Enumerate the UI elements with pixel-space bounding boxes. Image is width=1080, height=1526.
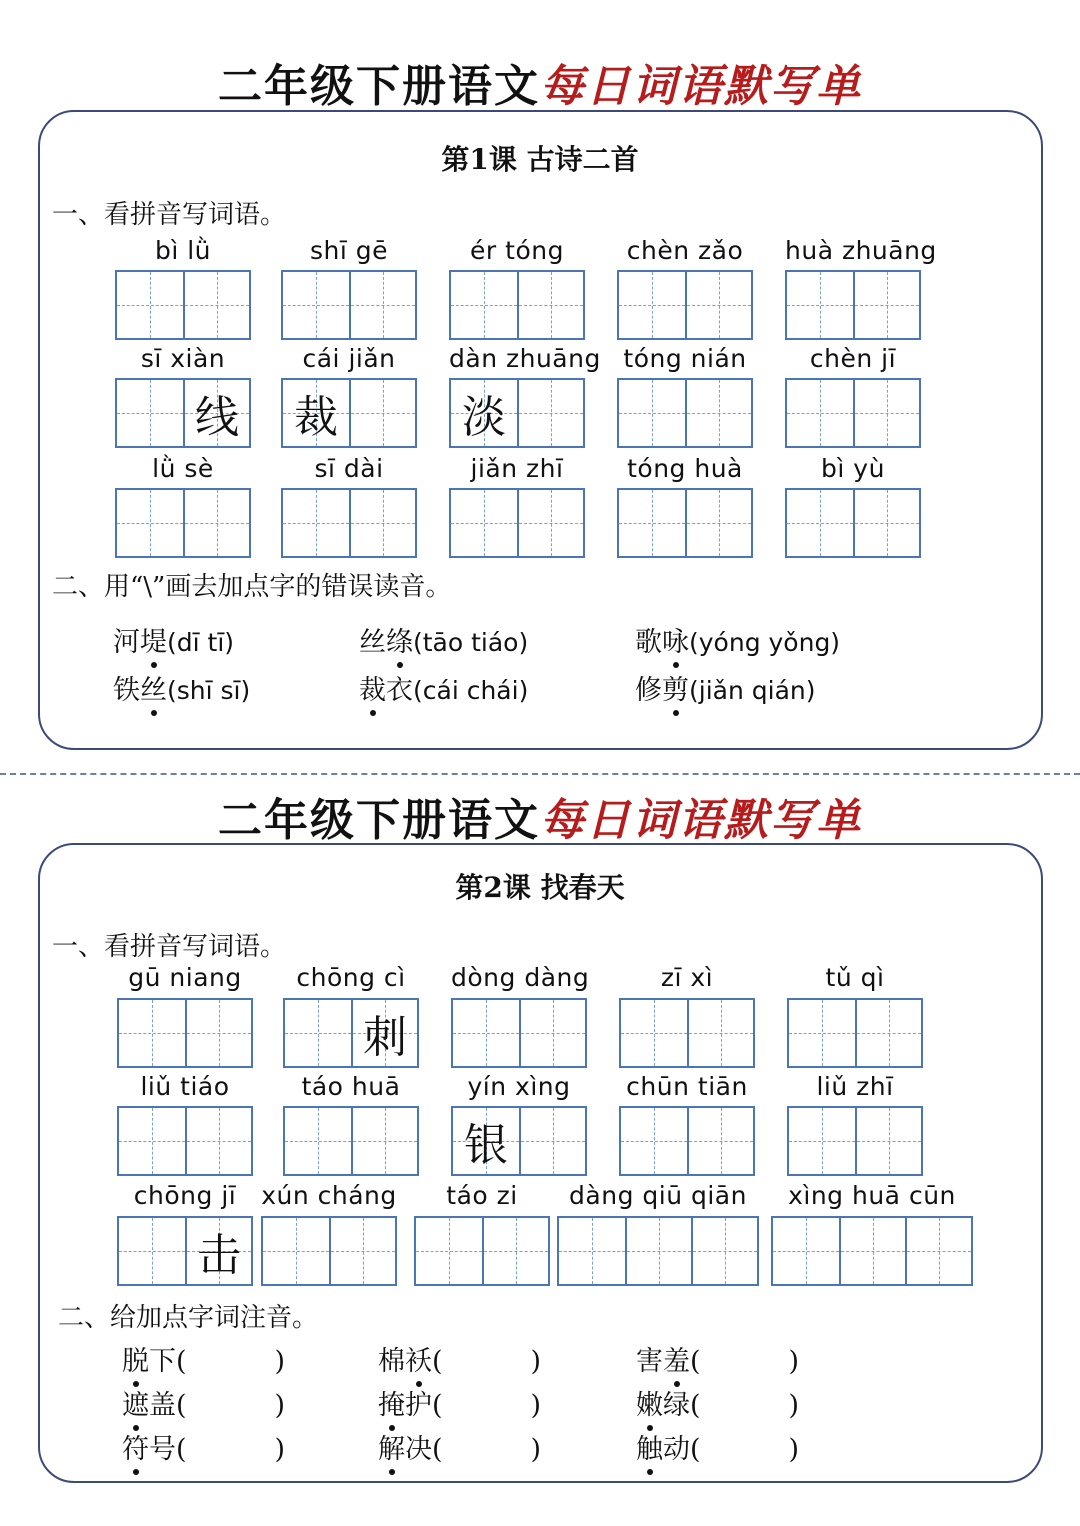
word-character: 符 — [122, 1427, 149, 1466]
filled-character — [519, 272, 583, 338]
word-character: 掩 — [378, 1383, 405, 1422]
grid-cell[interactable] — [283, 490, 349, 556]
pinyin-label: táo huā — [301, 1072, 401, 1101]
pinyin-choices[interactable]: (yóng yǒng) — [689, 628, 841, 657]
filled-character — [451, 272, 517, 338]
sheet2-title-red: 每日词语默写单 — [540, 795, 862, 846]
filled-character — [521, 1108, 585, 1174]
filled-character: 刺 — [363, 1012, 407, 1063]
word-character: 丝 — [359, 627, 386, 658]
filled-character — [619, 272, 685, 338]
reading-item[interactable] — [359, 620, 528, 659]
grid-cell[interactable] — [687, 1000, 753, 1066]
filled-character — [619, 490, 685, 556]
word-character: 丝 — [140, 668, 167, 707]
filled-character — [119, 1000, 185, 1066]
word-character: 下 — [149, 1346, 176, 1377]
filled-character — [353, 1108, 417, 1174]
grid-cell[interactable] — [285, 1000, 351, 1066]
bracket-close: ) — [274, 1390, 286, 1421]
grid-cell[interactable] — [685, 380, 751, 446]
writing-grid — [283, 1106, 419, 1176]
word-character: 号 — [149, 1434, 176, 1465]
pinyin-label: tǔ qì — [825, 963, 885, 992]
grid-cell[interactable] — [416, 1218, 482, 1284]
word-character: 解 — [378, 1427, 405, 1466]
word-character: 袄 — [405, 1339, 432, 1378]
filled-character — [117, 380, 183, 446]
writing-grid — [787, 1106, 923, 1176]
writing-grid — [617, 270, 753, 340]
filled-character — [451, 490, 517, 556]
filled-character — [855, 380, 919, 446]
bracket-close: ) — [530, 1346, 542, 1377]
pinyin-label: liǔ zhī — [816, 1072, 894, 1101]
bracket-close: ) — [788, 1390, 800, 1421]
filled-character — [351, 490, 415, 556]
writing-grid — [281, 270, 417, 340]
grid-cell[interactable] — [451, 490, 517, 556]
grid-cell[interactable] — [621, 1000, 687, 1066]
grid-cell[interactable] — [853, 272, 919, 338]
word-character: 绦 — [386, 620, 413, 659]
grid-cell[interactable] — [855, 1000, 921, 1066]
bracket-open: ( — [176, 1390, 187, 1421]
writing-grid — [414, 1216, 550, 1286]
filled-character — [789, 1108, 855, 1174]
filled-character: 银 — [464, 1120, 508, 1171]
grid-cell[interactable] — [619, 272, 685, 338]
writing-grid — [117, 1106, 253, 1176]
pinyin-label: dòng dàng — [451, 963, 590, 992]
filled-character: 线 — [195, 392, 239, 443]
filled-character — [117, 272, 183, 338]
grid-cell[interactable] — [185, 1218, 251, 1284]
grid-cell[interactable] — [349, 272, 415, 338]
annotate-item[interactable] — [378, 1427, 541, 1466]
filled-character — [787, 272, 853, 338]
reading-item[interactable] — [113, 668, 250, 707]
writing-grid — [449, 270, 585, 340]
filled-character — [693, 1218, 757, 1284]
grid-cell[interactable] — [453, 1108, 519, 1174]
pinyin-label: shī gē — [309, 236, 388, 265]
pinyin-label: chèn jī — [809, 344, 897, 373]
pinyin-label: xìng huā cūn — [788, 1181, 956, 1210]
grid-cell[interactable] — [787, 272, 853, 338]
writing-grid — [785, 488, 921, 558]
writing-grid — [281, 488, 417, 558]
grid-cell[interactable] — [451, 272, 517, 338]
grid-cell[interactable] — [349, 380, 415, 446]
grid-cell[interactable] — [519, 1000, 585, 1066]
filled-character — [285, 1108, 351, 1174]
grid-cell[interactable] — [619, 490, 685, 556]
pinyin-choices[interactable]: (jiǎn qián) — [689, 676, 816, 705]
grid-cell[interactable] — [349, 490, 415, 556]
filled-character — [285, 1000, 351, 1066]
filled-character — [521, 1000, 585, 1066]
grid-cell[interactable] — [351, 1108, 417, 1174]
filled-character — [855, 490, 919, 556]
grid-cell[interactable] — [117, 272, 183, 338]
sheet1-section2-heading: 二、用“\”画去加点字的错误读音。 — [52, 572, 452, 602]
grid-cell[interactable] — [482, 1218, 548, 1284]
filled-character — [351, 272, 415, 338]
pinyin-label: cái jiǎn — [302, 344, 396, 373]
grid-cell[interactable] — [519, 1108, 585, 1174]
pinyin-label: xún cháng — [261, 1181, 397, 1210]
grid-cell[interactable] — [685, 490, 751, 556]
word-character: 绿 — [663, 1390, 690, 1421]
word-character: 护 — [405, 1390, 432, 1421]
writing-grid — [617, 378, 753, 448]
word-character: 羞 — [663, 1339, 690, 1378]
annotate-item[interactable] — [636, 1383, 799, 1422]
pinyin-label: sī xiàn — [140, 344, 226, 373]
writing-grid — [787, 998, 923, 1068]
writing-grid — [449, 378, 585, 448]
filled-character — [787, 380, 853, 446]
pinyin-label: bì lǜ — [154, 236, 212, 265]
grid-cell[interactable] — [853, 490, 919, 556]
bracket-open: ( — [432, 1390, 443, 1421]
filled-character — [559, 1218, 625, 1284]
bracket-open: ( — [690, 1346, 701, 1377]
writing-grid — [449, 488, 585, 558]
word-character: 衣 — [386, 675, 413, 706]
grid-cell[interactable] — [183, 272, 249, 338]
filled-character — [263, 1218, 329, 1284]
grid-cell[interactable] — [691, 1218, 757, 1284]
sheet2-section2-heading: 二、给加点字词注音。 — [58, 1303, 319, 1333]
writing-grid — [785, 378, 921, 448]
sheet2-section1-heading: 一、看拼音写词语。 — [52, 932, 287, 962]
grid-cell[interactable] — [283, 272, 349, 338]
writing-grid — [261, 1216, 397, 1286]
grid-cell[interactable] — [625, 1218, 691, 1284]
filled-character — [773, 1218, 839, 1284]
bracket-open: ( — [690, 1434, 701, 1465]
pinyin-label: bì yù — [821, 454, 885, 483]
grid-cell[interactable] — [517, 490, 583, 556]
writing-grid — [115, 378, 251, 448]
writing-grid — [117, 998, 253, 1068]
grid-cell[interactable] — [117, 490, 183, 556]
pinyin-label: dàng qiū qiān — [569, 1181, 747, 1210]
sheet1-lesson-title: 第1课 古诗二首 — [441, 143, 639, 176]
filled-character — [331, 1218, 395, 1284]
grid-cell[interactable] — [119, 1218, 185, 1284]
pinyin-label: chūn tiān — [626, 1072, 748, 1101]
word-character: 害 — [636, 1346, 663, 1377]
writing-grid — [281, 378, 417, 448]
writing-grid — [619, 998, 755, 1068]
word-character: 盖 — [149, 1390, 176, 1421]
grid-cell[interactable] — [517, 272, 583, 338]
pinyin-choices[interactable]: (cái chái) — [413, 676, 529, 705]
pinyin-label: gū niang — [128, 963, 242, 992]
filled-character — [689, 1108, 753, 1174]
word-character: 铁 — [113, 675, 140, 706]
sheet1-section1-heading: 一、看拼音写词语。 — [52, 200, 287, 230]
filled-character — [283, 490, 349, 556]
grid-cell[interactable] — [119, 1000, 185, 1066]
sheet2-title-black: 二年级下册语文 — [218, 795, 540, 846]
grid-cell[interactable] — [285, 1108, 351, 1174]
pinyin-label: chōng cì — [296, 963, 406, 992]
filled-character — [185, 490, 249, 556]
sheet1-title-red: 每日词语默写单 — [540, 61, 862, 112]
filled-character — [841, 1218, 905, 1284]
bracket-open: ( — [176, 1434, 187, 1465]
word-character: 遮 — [122, 1383, 149, 1422]
word-character: 裁 — [359, 668, 386, 707]
grid-cell[interactable] — [119, 1108, 185, 1174]
filled-character — [351, 380, 415, 446]
filled-character — [687, 272, 751, 338]
grid-cell[interactable] — [559, 1218, 625, 1284]
grid-cell[interactable] — [263, 1218, 329, 1284]
grid-cell[interactable] — [789, 1000, 855, 1066]
grid-cell[interactable] — [905, 1218, 971, 1284]
grid-cell[interactable] — [789, 1108, 855, 1174]
pinyin-label: yín xìng — [467, 1072, 571, 1101]
filled-character — [119, 1218, 185, 1284]
filled-character — [857, 1000, 921, 1066]
sheet2-title — [0, 784, 1080, 848]
filled-character — [857, 1108, 921, 1174]
word-character: 动 — [663, 1434, 690, 1465]
annotate-item[interactable] — [122, 1339, 285, 1378]
sheet2-lesson-title: 第2课 找春天 — [455, 871, 625, 904]
writing-grid — [451, 1106, 587, 1176]
word-character: 嫩 — [636, 1383, 663, 1422]
filled-character — [453, 1000, 519, 1066]
filled-character — [187, 1108, 251, 1174]
filled-character: 击 — [197, 1230, 241, 1281]
filled-character — [621, 1108, 687, 1174]
pinyin-choices[interactable]: (shī sī) — [167, 676, 251, 705]
pinyin-label: sī dài — [314, 454, 384, 483]
word-character: 河 — [113, 627, 140, 658]
writing-grid — [619, 1106, 755, 1176]
pinyin-label: huà zhuāng — [785, 236, 937, 265]
filled-character — [117, 490, 183, 556]
writing-grid — [617, 488, 753, 558]
filled-character — [689, 1000, 753, 1066]
pinyin-label: zī xì — [660, 963, 714, 992]
reading-item[interactable] — [113, 620, 234, 659]
grid-cell[interactable] — [329, 1218, 395, 1284]
writing-grid — [557, 1216, 759, 1286]
writing-grid — [117, 1216, 253, 1286]
pinyin-choices[interactable]: (tāo tiáo) — [413, 628, 529, 657]
grid-cell[interactable] — [451, 380, 517, 446]
filled-character — [519, 380, 583, 446]
filled-character: 淡 — [462, 392, 506, 443]
grid-cell[interactable] — [185, 1000, 251, 1066]
grid-cell[interactable] — [117, 380, 183, 446]
grid-cell[interactable] — [621, 1108, 687, 1174]
bracket-close: ) — [788, 1434, 800, 1465]
annotate-item[interactable] — [122, 1383, 285, 1422]
reading-item[interactable] — [635, 668, 816, 707]
filled-character — [627, 1218, 691, 1284]
filled-character — [621, 1000, 687, 1066]
filled-character — [187, 1000, 251, 1066]
bracket-open: ( — [432, 1346, 443, 1377]
grid-cell[interactable] — [183, 380, 249, 446]
writing-grid — [115, 488, 251, 558]
grid-cell[interactable] — [773, 1218, 839, 1284]
pinyin-label: lǜ sè — [152, 454, 214, 483]
pinyin-label: tóng nián — [623, 344, 747, 373]
writing-grid — [785, 270, 921, 340]
annotate-item[interactable] — [378, 1339, 541, 1378]
filled-character — [687, 490, 751, 556]
grid-cell[interactable] — [283, 380, 349, 446]
filled-character — [519, 490, 583, 556]
grid-cell[interactable] — [787, 380, 853, 446]
pinyin-label: liǔ tiáo — [140, 1072, 230, 1101]
filled-character — [907, 1218, 971, 1284]
bracket-open: ( — [432, 1434, 443, 1465]
filled-character — [687, 380, 751, 446]
word-character: 决 — [405, 1434, 432, 1465]
grid-cell[interactable] — [839, 1218, 905, 1284]
annotate-item[interactable] — [378, 1383, 541, 1422]
word-character: 触 — [636, 1427, 663, 1466]
bracket-close: ) — [788, 1346, 800, 1377]
filled-character: 裁 — [294, 392, 338, 443]
word-character: 堤 — [140, 620, 167, 659]
bracket-close: ) — [530, 1434, 542, 1465]
sheet-divider — [0, 773, 1080, 775]
grid-cell[interactable] — [453, 1000, 519, 1066]
pinyin-label: tóng huà — [627, 454, 743, 483]
writing-grid — [451, 998, 587, 1068]
pinyin-label: chèn zǎo — [626, 236, 744, 265]
bracket-close: ) — [274, 1434, 286, 1465]
grid-cell[interactable] — [619, 380, 685, 446]
reading-item[interactable] — [359, 668, 528, 707]
pinyin-label: jiǎn zhī — [470, 454, 564, 483]
filled-character — [787, 490, 853, 556]
writing-grid — [115, 270, 251, 340]
filled-character — [283, 272, 349, 338]
annotate-item[interactable] — [636, 1427, 799, 1466]
filled-character — [855, 272, 919, 338]
grid-cell[interactable] — [787, 490, 853, 556]
pinyin-label: táo zi — [446, 1181, 518, 1210]
word-character: 脱 — [122, 1339, 149, 1378]
annotate-item[interactable] — [122, 1427, 285, 1466]
word-character: 咏 — [662, 620, 689, 659]
bracket-close: ) — [530, 1390, 542, 1421]
grid-cell[interactable] — [351, 1000, 417, 1066]
pinyin-label: ér tóng — [470, 236, 564, 265]
word-character: 棉 — [378, 1346, 405, 1377]
sheet1-title — [0, 50, 1080, 114]
sheet1-title-black: 二年级下册语文 — [218, 61, 540, 112]
grid-cell[interactable] — [853, 380, 919, 446]
pinyin-label: dàn zhuāng — [449, 344, 601, 373]
bracket-open: ( — [176, 1346, 187, 1377]
filled-character — [484, 1218, 548, 1284]
writing-grid — [771, 1216, 973, 1286]
writing-grid — [283, 998, 419, 1068]
filled-character — [119, 1108, 185, 1174]
bracket-open: ( — [690, 1390, 701, 1421]
pinyin-choices[interactable]: (dī tī) — [167, 628, 235, 657]
grid-cell[interactable] — [685, 272, 751, 338]
grid-cell[interactable] — [185, 1108, 251, 1174]
filled-character — [185, 272, 249, 338]
grid-cell[interactable] — [517, 380, 583, 446]
filled-character — [619, 380, 685, 446]
reading-item[interactable] — [635, 620, 840, 659]
filled-character — [789, 1000, 855, 1066]
word-character: 剪 — [662, 668, 689, 707]
grid-cell[interactable] — [855, 1108, 921, 1174]
grid-cell[interactable] — [183, 490, 249, 556]
pinyin-label: chōng jī — [133, 1181, 237, 1210]
word-character: 歌 — [635, 627, 662, 658]
filled-character — [416, 1218, 482, 1284]
word-character: 修 — [635, 675, 662, 706]
annotate-item[interactable] — [636, 1339, 799, 1378]
bracket-close: ) — [274, 1346, 286, 1377]
grid-cell[interactable] — [687, 1108, 753, 1174]
